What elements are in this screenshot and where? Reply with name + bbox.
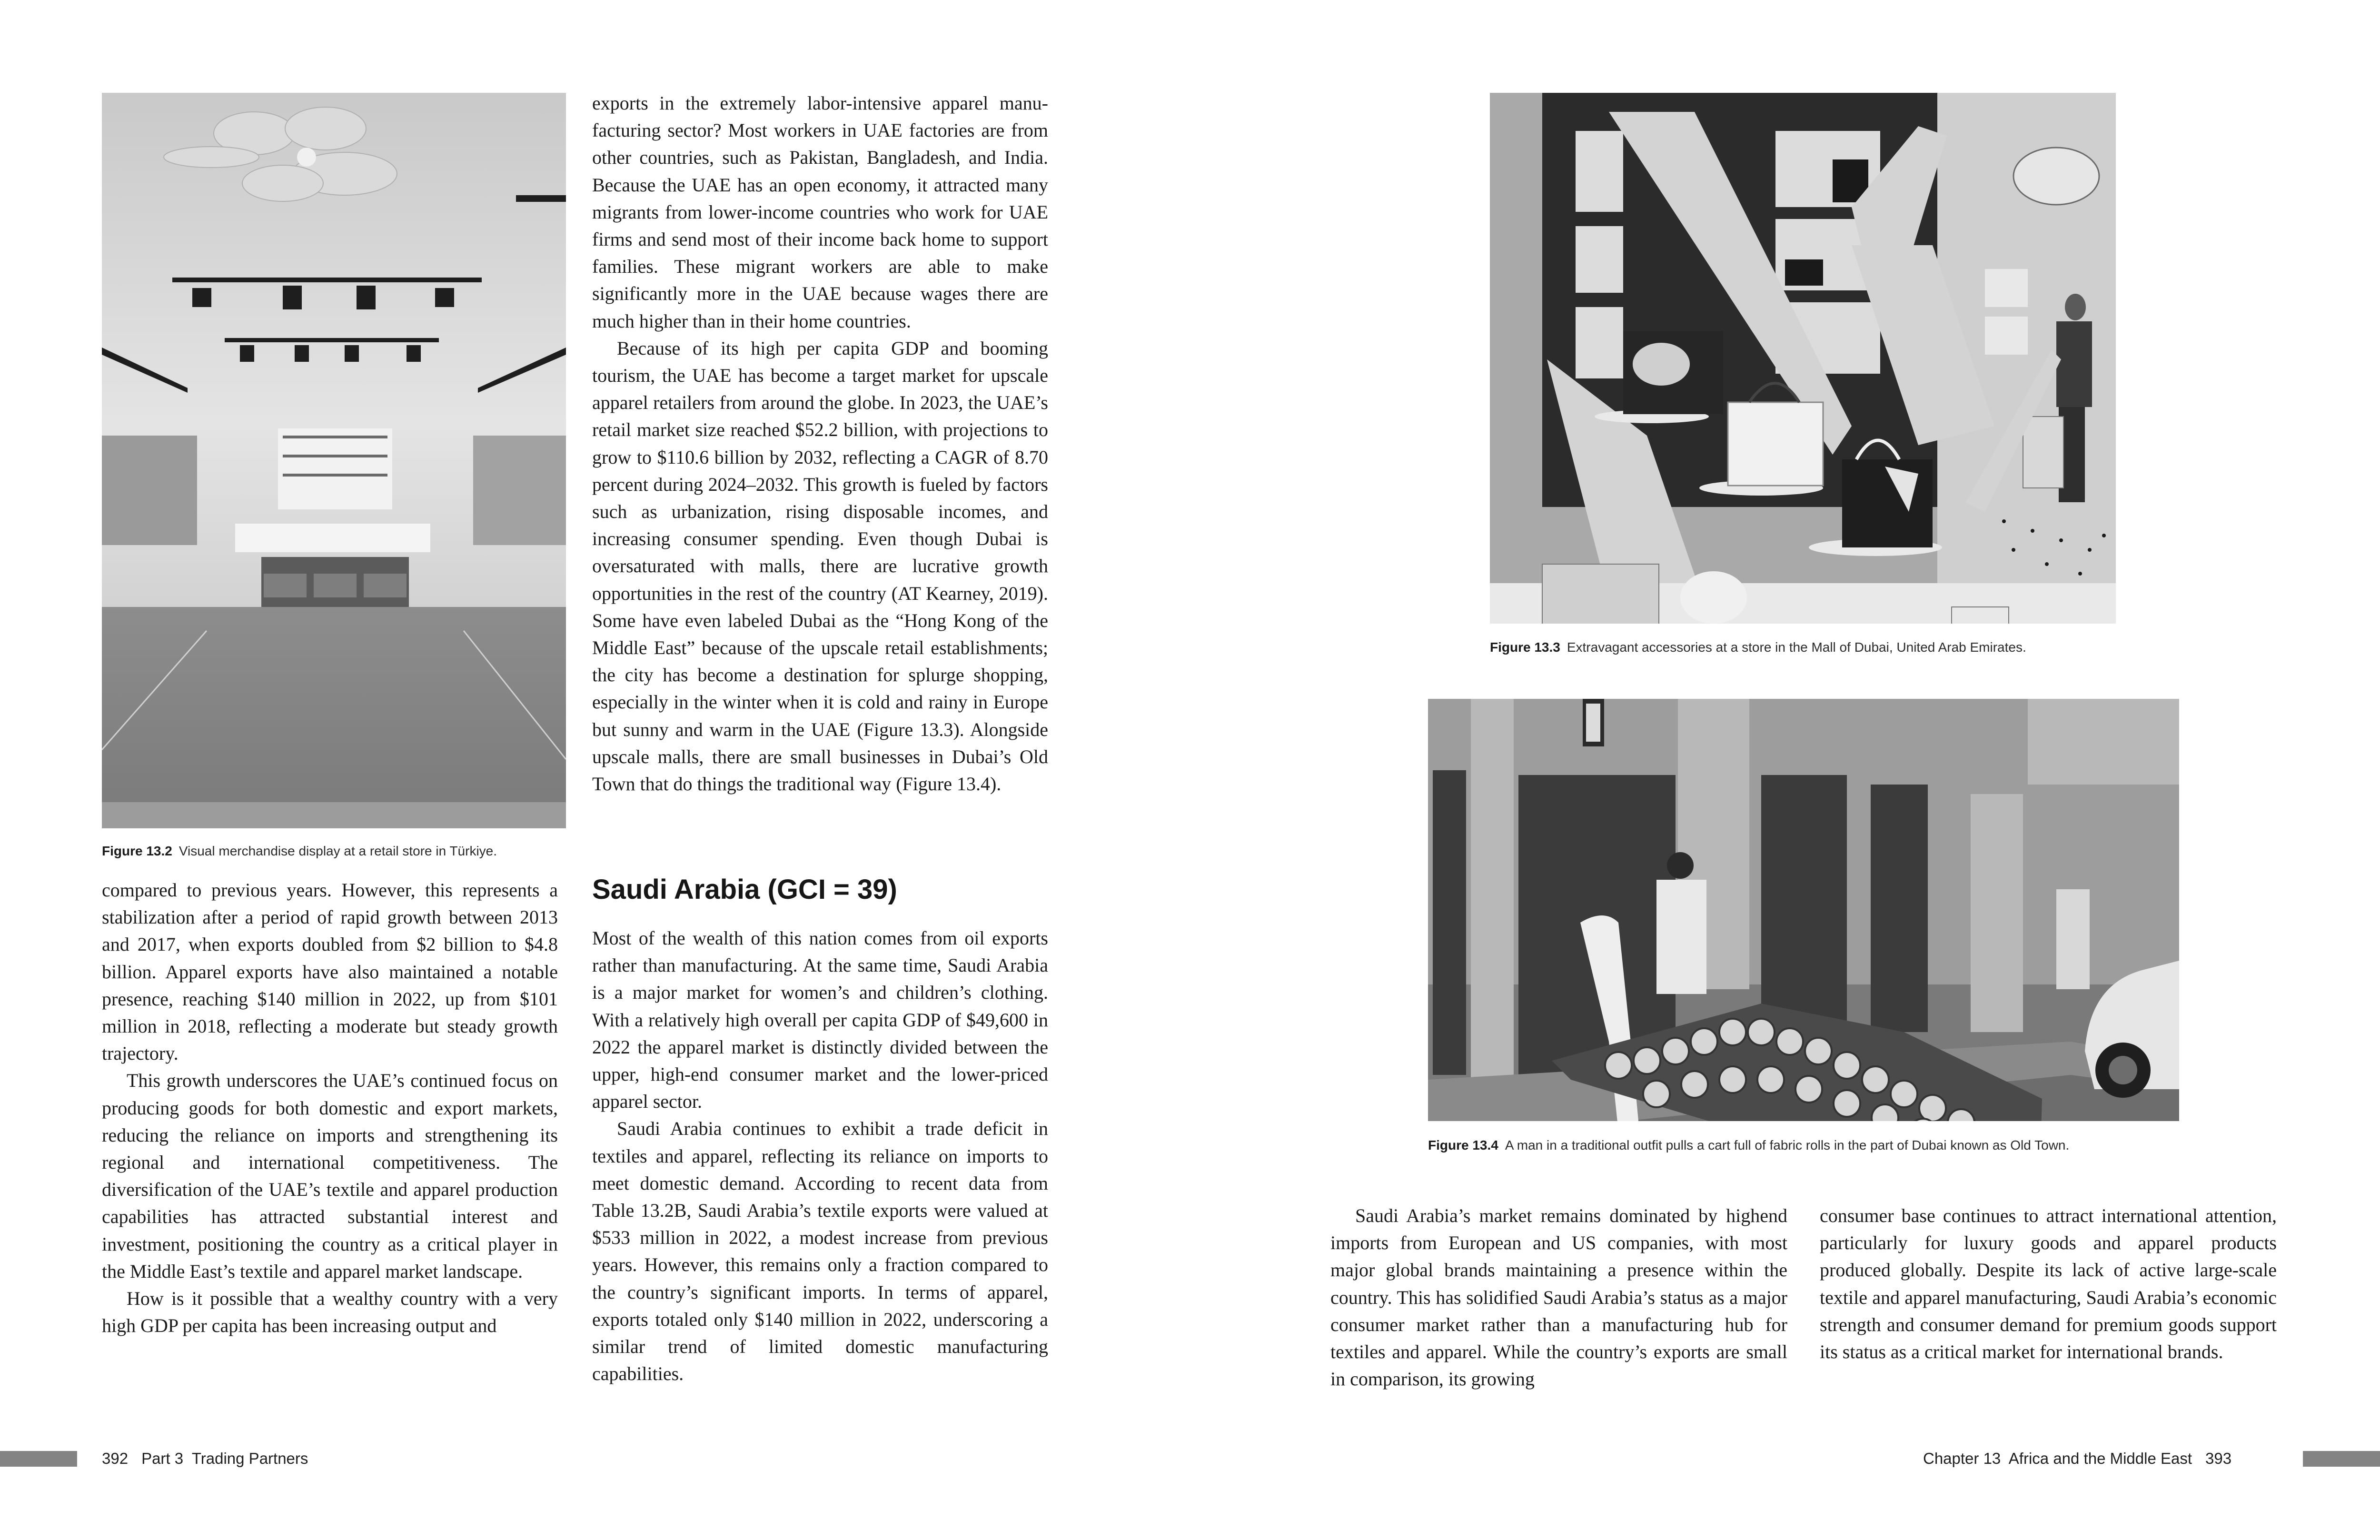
left-page-column-2 xyxy=(592,89,1048,797)
store-interior-photo xyxy=(102,93,566,828)
footer-right xyxy=(1923,1449,2231,1468)
running-head-left: Part 3 Trading Partners xyxy=(141,1450,308,1467)
footer-bar-right xyxy=(2303,1451,2380,1467)
paragraph: Most of the wealth of this nation comes from oil exports rather than manufacturing. At the same time, Saudi Arabia is a major market for women’s and children’s clothing. With a relatively high overall per capita GDP of $49,600 in 2022 the apparel market is distinctly divided between the upper, high-end consumer market and the lower-priced apparel sector. xyxy=(592,927,1048,1113)
footer-left xyxy=(102,1449,308,1468)
running-head-right: Chapter 13 Africa and the Middle East xyxy=(1923,1450,2192,1467)
paragraph: Because of its high per capita GDP and booming tourism, the UAE has become a target market for upscale apparel retailers from around the globe. In 2023, the UAE’s retail market size reached $52.2 billion, with projections to grow to $110.6 billion by 2032, reflecting a CAGR of 8.70 percent during 2024–2032. This growth is fueled by factors such as urbanization, rising disposable incomes, and increasing consumer spending. Even though Dubai is oversaturated with malls, there are lucrative growth opportunities in the rest of the country (AT Kearney, 2019). Some have even labeled Dubai as the “Hong Kong of the Middle East” because of the upscale retail establishments; the city has become a destination for splurge shopping, especially in the winter when it is cold and rainy in Europe but sunny and warm in the UAE (Figure 13.3). Alongside upscale malls, there are small businesses in Dubai’s Old Town that do things the traditional way (Figure 13.4). xyxy=(592,337,1048,795)
figure-label: Figure 13.2 xyxy=(102,844,172,858)
figure-13-4-caption xyxy=(1428,1137,2069,1154)
figure-13-2-caption xyxy=(102,843,497,860)
paragraph: consumer base continues to attract international attention, particularly for luxury goods and apparel products produced globally. Despite its lack of active large-scale textile and apparel manufacturing, Saudi Arabia’s economic strength and consumer demand for premium goods support its status as a critical market for international brands. xyxy=(1820,1205,2277,1363)
street-cart-photo xyxy=(1428,699,2179,1121)
caption-text: Visual merchandise display at a retail store in Türkiye. xyxy=(178,844,497,858)
figure-13-2-image xyxy=(102,93,566,828)
section-heading-saudi-arabia: Saudi Arabia (GCI = 39) xyxy=(592,874,897,905)
page-number-left: 392 xyxy=(102,1450,129,1467)
right-page-column-1 xyxy=(1330,1202,1787,1392)
paragraph: compared to previous years. However, this represents a stabilization after a period of rapid growth between 2013 and 2017, when exports doubled from $2 billion to $4.8 billion. Apparel exports have also maintained a notable presence, reaching $140 million in 2022, up from $101 million in 2018, reflecting a moderate but steady growth trajectory. xyxy=(102,879,558,1064)
footer-bar-left xyxy=(0,1451,77,1467)
right-page-column-2 xyxy=(1820,1202,2277,1365)
caption-text: Extravagant accessories at a store in the Mall of Dubai, United Arab Emirates. xyxy=(1567,640,2026,655)
paragraph: Saudi Arabia’s market remains dominated by highend imports from European and US companies, with most major global brands maintaining a presence within the country. This has solidified Saudi Arabia’s status as a major consumer market rather than a manufacturing hub for textiles and apparel. While the country’s exports are small in comparison, its growing xyxy=(1330,1205,1787,1390)
figure-label: Figure 13.3 xyxy=(1490,640,1560,655)
paragraph: Saudi Arabia continues to exhibit a trade deficit in textiles and apparel, reflecting its reliance on imports to meet domestic demand. According to recent data from Table 13.2B, Saudi Arabia’s textile exports were valued at $533 million in 2022, a modest increase from previous years. However, this remains only a fraction compared to the country’s significant imports. In terms of apparel, exports totaled only $140 million in 2022, underscoring a similar trend of limited domestic manufacturing capabilities. xyxy=(592,1118,1048,1385)
figure-label: Figure 13.4 xyxy=(1428,1138,1498,1153)
paragraph: How is it possible that a wealthy country with a very high GDP per capita has been increasing output and xyxy=(102,1288,558,1337)
shop-window-photo xyxy=(1490,93,2116,624)
figure-13-3-caption xyxy=(1490,639,2026,656)
figure-13-3-image xyxy=(1490,93,2116,624)
page-number-right: 393 xyxy=(2205,1450,2232,1467)
left-page-column-2-after-heading xyxy=(592,924,1048,1387)
paragraph: exports in the extremely labor-intensive apparel manufacturing sector? Most workers in UAE factories are from other countries, such as Pakistan, Bangladesh, and India. Because the UAE has an open economy, it attracted many migrants from lower-income countries who work for UAE firms and send most of their income back home to support families. These migrant workers are able to make significantly more in the UAE because wages there are much higher than in their home countries. xyxy=(592,92,1048,332)
left-page-column-1 xyxy=(102,876,558,1339)
caption-text: A man in a traditional outfit pulls a cart full of fabric rolls in the part of Dubai known as Old Town. xyxy=(1505,1138,2070,1153)
paragraph: This growth underscores the UAE’s continued focus on producing goods for both domestic and export markets, reducing the reliance on imports and strengthening its regional and international competitiveness. The diversification of the UAE’s textile and apparel production capabilities has attracted substantial interest and investment, positioning the country as a critical player in the Middle East’s textile and apparel market landscape. xyxy=(102,1070,558,1282)
figure-13-4-image xyxy=(1428,699,2179,1121)
